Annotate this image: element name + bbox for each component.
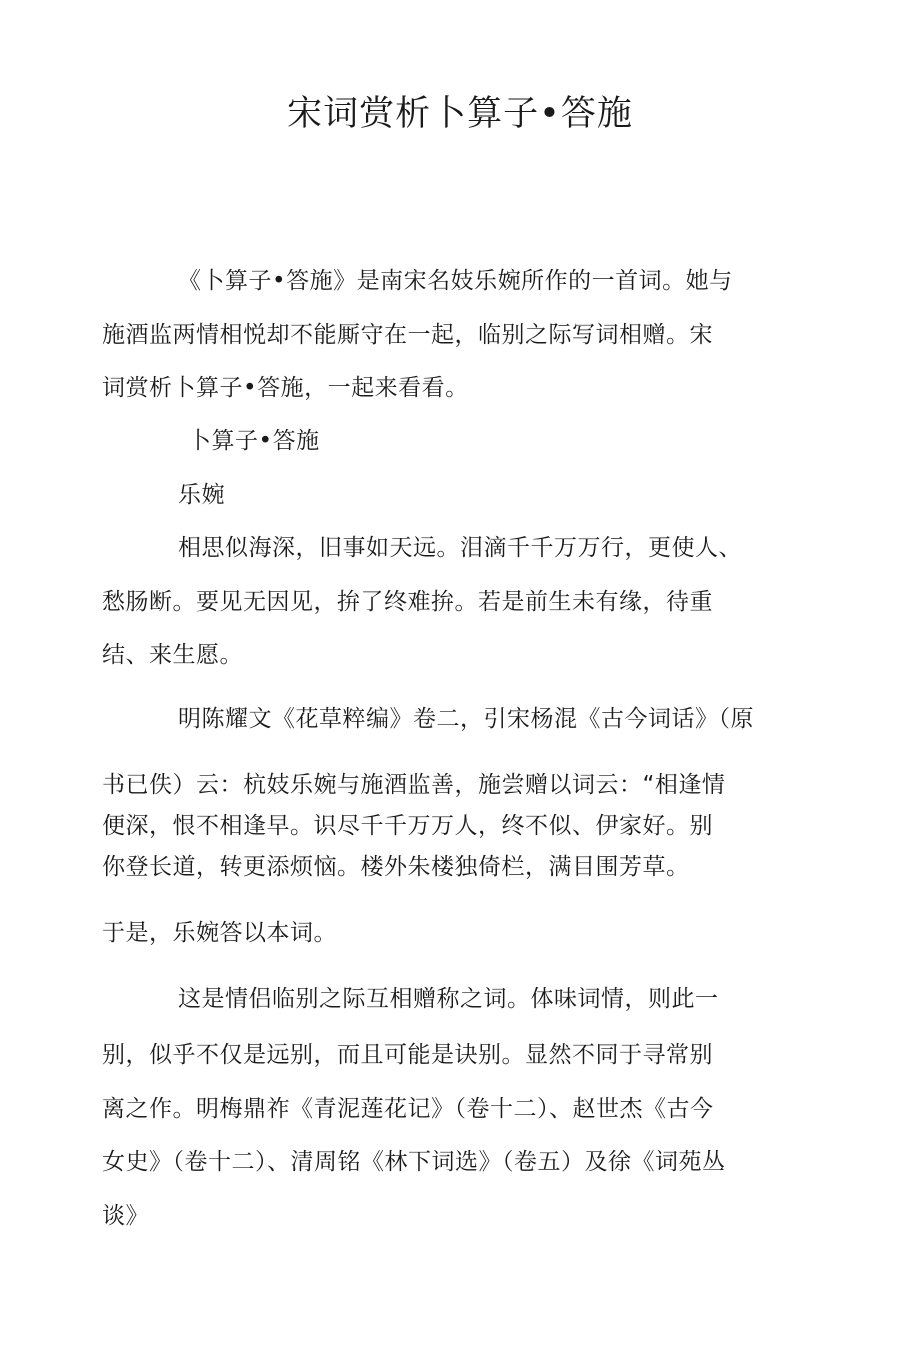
commentary-line-2: 书已佚）云：杭妓乐婉与施酒监善，施尝赠以词云：“相逢情: [102, 772, 726, 798]
commentary-line-3: 便深，恨不相逢早。识尽千千万万人，终不似、伊家好。别: [102, 813, 713, 839]
analysis-line-5: 谈》: [102, 1203, 149, 1229]
poem-line-2: 愁肠断。要见无因见，拚了终难拚。若是前生未有缘，待重: [102, 589, 713, 615]
analysis-line-3: 离之作。明梅鼎祚《青泥莲花记》（卷十二）、赵世杰《古今: [102, 1096, 714, 1122]
document-title: 宋词赏析卜算子•答施: [287, 94, 633, 134]
poem-line-3: 结、来生愿。: [102, 642, 243, 668]
poem-line-1: 相思似海深，旧事如天远。泪滴千千万万行，更使人、: [178, 535, 742, 561]
poem-author: 乐婉: [178, 482, 225, 508]
commentary-line-1: 明陈耀文《花草粹编》卷二，引宋杨混《古今词话》（原: [178, 706, 754, 732]
intro-line-1: 《卜算子•答施》是南宋名妓乐婉所作的一首词。她与: [178, 268, 733, 294]
intro-line-3: 词赏析卜算子•答施，一起来看看。: [102, 375, 469, 401]
analysis-line-4: 女史》（卷十二）、清周铭《林下词选》（卷五）及徐《词苑丛: [102, 1149, 726, 1175]
analysis-line-1: 这是情侣临别之际互相赠称之词。体味词情，则此一: [178, 986, 719, 1012]
commentary-line-4: 你登长道，转更添烦恼。楼外朱楼独倚栏，满目围芳草。: [102, 854, 690, 880]
poem-title: 卜算子•答施: [188, 428, 320, 454]
intro-line-2: 施酒监两情相悦却不能厮守在一起，临别之际写词相赠。宋: [102, 322, 713, 348]
commentary-line-5: 于是，乐婉答以本词。: [102, 920, 337, 946]
analysis-line-2: 别，似乎不仅是远别，而且可能是诀别。显然不同于寻常别: [102, 1042, 713, 1068]
